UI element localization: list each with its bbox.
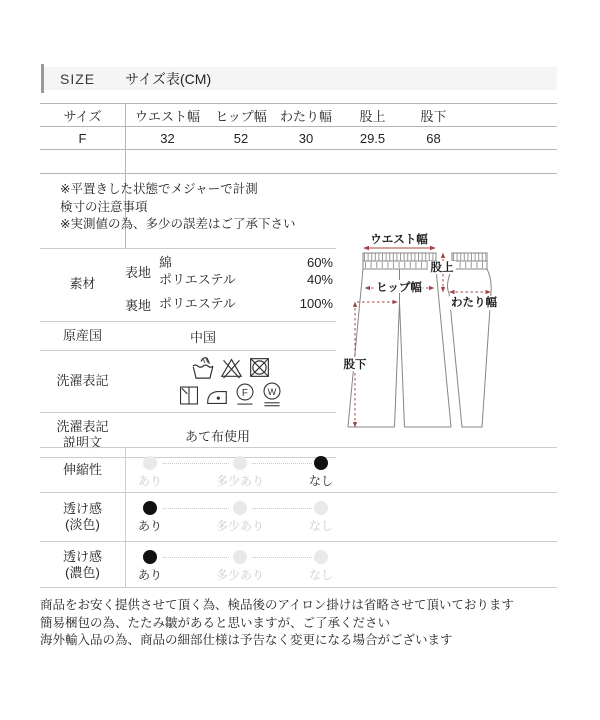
col-header-thigh: わたり幅 bbox=[279, 108, 332, 124]
diagram-rise-label: 股上 bbox=[430, 262, 454, 274]
rating-dot bbox=[233, 550, 247, 564]
material-item: 綿 60% bbox=[159, 255, 333, 270]
rating-dot bbox=[233, 501, 247, 515]
dry-clean-F-gentle-icon bbox=[234, 382, 256, 407]
laundry-label: 洗濯表記 bbox=[56, 373, 109, 388]
wet-clean-W-very-gentle-icon bbox=[261, 381, 283, 407]
col-header-inseam: 股下 bbox=[420, 108, 447, 124]
material-outer-group bbox=[125, 254, 336, 288]
size-table-empty-row bbox=[40, 150, 557, 174]
origin-row bbox=[40, 321, 336, 350]
rating-option-nashi: なし bbox=[309, 550, 333, 583]
rating-dot bbox=[143, 550, 157, 564]
diagram-hip-label: ヒップ幅 bbox=[376, 282, 422, 294]
material-lining-group bbox=[125, 295, 336, 314]
measurement-notes bbox=[60, 181, 295, 234]
material-part-label: 裏地 bbox=[125, 298, 152, 313]
laundry-row bbox=[40, 350, 336, 412]
rating-dot bbox=[143, 456, 157, 470]
spec-table bbox=[40, 248, 336, 458]
shade-line-dry-icon bbox=[178, 384, 200, 407]
section-title: サイズ表(CM) bbox=[125, 70, 212, 87]
section-label: SIZE bbox=[60, 70, 96, 87]
col-header-waist: ウエスト幅 bbox=[134, 108, 200, 124]
material-row bbox=[40, 248, 336, 321]
material-item: ポリエステル 100% bbox=[159, 296, 333, 311]
rating-label: 透け感 (濃色) bbox=[62, 548, 102, 580]
rating-option-ari: あり bbox=[138, 501, 162, 534]
rating-option-tashou: 多少あり bbox=[216, 501, 264, 534]
size-section-header bbox=[44, 67, 557, 90]
origin-label: 原産国 bbox=[62, 328, 102, 343]
rating-dot bbox=[314, 550, 328, 564]
svg-text:W: W bbox=[267, 386, 277, 397]
rating-dot bbox=[314, 501, 328, 515]
rating-option-tashou: 多少あり bbox=[216, 456, 264, 489]
footer-line: 商品をお安く提供させて頂く為、検品後のアイロン掛けは省略させて頂いております bbox=[40, 598, 514, 612]
rating-option-tashou: 多少あり bbox=[216, 550, 264, 583]
rating-option-ari: あり bbox=[138, 550, 162, 583]
hand-wash-icon bbox=[191, 355, 215, 380]
cell-hip: 52 bbox=[233, 130, 249, 146]
rating-dot bbox=[314, 456, 328, 470]
material-label: 素材 bbox=[69, 276, 96, 291]
ratings-table bbox=[40, 447, 557, 588]
note-line: ※平置きした状態でメジャーで計測 bbox=[60, 182, 258, 196]
rating-label: 伸縮性 bbox=[62, 462, 102, 477]
col-header-hip: ヒップ幅 bbox=[215, 108, 267, 124]
iron-low-icon bbox=[205, 384, 229, 407]
rating-option-ari: あり bbox=[138, 456, 162, 489]
size-table bbox=[40, 103, 557, 174]
col-header-rise: 股上 bbox=[359, 108, 386, 124]
size-table-data-row bbox=[40, 127, 557, 150]
diagram-waist-label: ウエスト幅 bbox=[370, 234, 428, 246]
pants-measurement-diagram bbox=[333, 227, 533, 442]
footer-line: 簡易梱包の為、たたみ皺があると思いますが、ご了承ください bbox=[40, 615, 391, 630]
rating-option-nashi: なし bbox=[309, 501, 333, 534]
rating-option-nashi: なし bbox=[309, 456, 333, 489]
material-item: ポリエステル 40% bbox=[159, 272, 333, 287]
cell-inseam: 68 bbox=[426, 130, 441, 146]
footer-disclaimer bbox=[40, 597, 570, 650]
cell-waist: 32 bbox=[160, 130, 175, 146]
size-table-header-row bbox=[40, 104, 557, 127]
col-header-size: サイズ bbox=[63, 108, 102, 124]
material-part-label: 表地 bbox=[125, 264, 152, 280]
cell-thigh: 30 bbox=[298, 130, 314, 146]
diagram-thigh-label: わたり幅 bbox=[451, 297, 497, 309]
svg-text:F: F bbox=[241, 387, 249, 399]
cell-size: F bbox=[78, 130, 87, 146]
cell-rise: 29.5 bbox=[359, 130, 386, 146]
rating-label: 透け感 (淡色) bbox=[62, 501, 102, 532]
footer-line: 海外輸入品の為、商品の細部仕様は予告なく変更になる場合がございます bbox=[40, 633, 453, 647]
rating-row-stretch bbox=[40, 448, 557, 493]
rating-dot bbox=[143, 501, 157, 515]
rating-row-sheer-dark bbox=[40, 542, 557, 588]
note-line: 検寸の注意事項 bbox=[60, 199, 148, 214]
laundry-note-label: 洗濯表記 説明文 bbox=[56, 419, 109, 450]
note-line: ※実測値の為、多少の誤差はご了承下さい bbox=[60, 217, 296, 231]
rating-row-sheer-light bbox=[40, 493, 557, 542]
origin-value: 中国 bbox=[189, 329, 216, 345]
diagram-inseam-label: 股下 bbox=[343, 359, 367, 371]
no-bleach-icon bbox=[220, 355, 243, 380]
rating-dot bbox=[233, 456, 247, 470]
no-tumble-dry-icon bbox=[248, 355, 271, 380]
laundry-note-value: あて布使用 bbox=[185, 428, 251, 444]
